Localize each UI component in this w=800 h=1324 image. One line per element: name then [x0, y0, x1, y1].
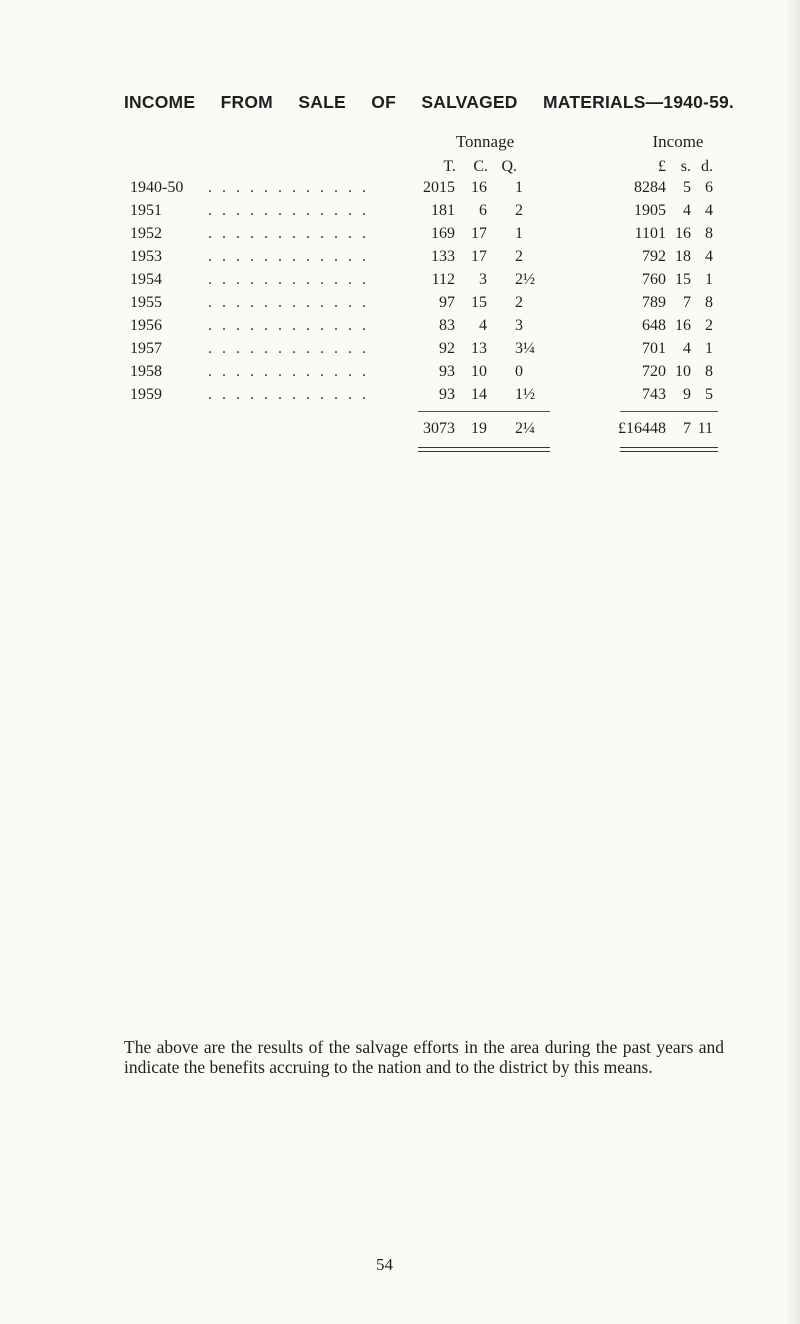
pounds-cell: 1101	[634, 225, 666, 242]
tons-cell: 112	[431, 271, 455, 288]
qtr-cell: 2	[515, 248, 523, 265]
leader-dots: . . . . . . . . . . . .	[208, 202, 369, 219]
tons-cell: 133	[431, 248, 455, 265]
pence-cell: 4	[705, 248, 713, 265]
qtr-cell: 2	[515, 202, 523, 219]
cwt-cell: 6	[479, 202, 487, 219]
page-title: INCOME FROM SALE OF SALVAGED MATERIALS—1940-59.	[124, 92, 734, 112]
pence-cell: 6	[705, 179, 713, 196]
unit-shillings: s.	[680, 158, 691, 175]
year-cell: 1956	[130, 317, 162, 334]
pence-cell: 8	[705, 225, 713, 242]
pence-cell: 4	[705, 202, 713, 219]
leader-dots: . . . . . . . . . . . .	[208, 179, 369, 196]
cwt-cell: 13	[471, 340, 487, 357]
income-sum-rule	[620, 411, 718, 412]
leader-dots: . . . . . . . . . . . .	[208, 363, 369, 380]
total-qtr: 2¼	[515, 420, 535, 437]
table-row	[0, 363, 800, 385]
cwt-cell: 4	[479, 317, 487, 334]
table-row	[0, 340, 800, 362]
income-header: Income	[652, 132, 704, 151]
qtr-cell: 0	[515, 363, 523, 380]
total-tons: 3073	[423, 420, 455, 437]
table-row	[0, 202, 800, 224]
year-cell: 1940-50	[130, 179, 184, 196]
unit-pounds: £	[658, 158, 666, 175]
shillings-cell: 18	[675, 248, 691, 265]
pounds-cell: 760	[642, 271, 666, 288]
shillings-cell: 4	[683, 340, 691, 357]
pounds-cell: 720	[642, 363, 666, 380]
page-number: 54	[376, 1255, 393, 1274]
year-cell: 1952	[130, 225, 162, 242]
total-pence: 11	[697, 420, 713, 437]
qtr-cell: 2	[515, 294, 523, 311]
year-cell: 1958	[130, 363, 162, 380]
tons-cell: 169	[431, 225, 455, 242]
qtr-cell: 1	[515, 225, 523, 242]
leader-dots: . . . . . . . . . . . .	[208, 317, 369, 334]
cwt-cell: 17	[471, 225, 487, 242]
tons-cell: 93	[439, 363, 455, 380]
shillings-cell: 4	[683, 202, 691, 219]
year-cell: 1953	[130, 248, 162, 265]
pounds-cell: 701	[642, 340, 666, 357]
tons-cell: 181	[431, 202, 455, 219]
unit-cwt: C.	[473, 158, 488, 175]
shillings-cell: 15	[675, 271, 691, 288]
shillings-cell: 16	[675, 317, 691, 334]
year-cell: 1951	[130, 202, 162, 219]
cwt-cell: 16	[471, 179, 487, 196]
table-row	[0, 225, 800, 247]
table-row	[0, 179, 800, 201]
pounds-cell: 1905	[634, 202, 666, 219]
table-row	[0, 294, 800, 316]
leader-dots: . . . . . . . . . . . .	[208, 225, 369, 242]
year-cell: 1959	[130, 386, 162, 403]
table-row	[0, 317, 800, 339]
year-cell: 1955	[130, 294, 162, 311]
leader-dots: . . . . . . . . . . . .	[208, 386, 369, 403]
qtr-cell: 1½	[515, 386, 535, 403]
leader-dots: . . . . . . . . . . . .	[208, 271, 369, 288]
cwt-cell: 10	[471, 363, 487, 380]
tons-cell: 92	[439, 340, 455, 357]
pence-cell: 1	[705, 271, 713, 288]
table-row	[0, 248, 800, 270]
tonnage-total-double-rule	[418, 447, 550, 452]
tons-cell: 83	[439, 317, 455, 334]
pence-cell: 8	[705, 363, 713, 380]
unit-tons: T.	[443, 158, 456, 175]
year-cell: 1957	[130, 340, 162, 357]
pounds-cell: 743	[642, 386, 666, 403]
pence-cell: 1	[705, 340, 713, 357]
pounds-cell: 792	[642, 248, 666, 265]
tonnage-sum-rule	[418, 411, 550, 412]
shillings-cell: 7	[683, 294, 691, 311]
unit-qtr: Q.	[501, 158, 517, 175]
qtr-cell: 3	[515, 317, 523, 334]
cwt-cell: 15	[471, 294, 487, 311]
pounds-cell: 648	[642, 317, 666, 334]
qtr-cell: 1	[515, 179, 523, 196]
total-pounds: £16448	[618, 420, 666, 437]
table-row	[0, 271, 800, 293]
qtr-cell: 3¼	[515, 340, 535, 357]
tonnage-header: Tonnage	[455, 132, 515, 151]
shillings-cell: 5	[683, 179, 691, 196]
total-row	[0, 420, 800, 442]
leader-dots: . . . . . . . . . . . .	[208, 248, 369, 265]
pounds-cell: 8284	[634, 179, 666, 196]
cwt-cell: 3	[479, 271, 487, 288]
shillings-cell: 10	[675, 363, 691, 380]
summary-paragraph: The above are the results of the salvage efforts in the area during the past years and indicate the benefits accruing to the nation and to the district by this means.	[124, 1037, 724, 1077]
pence-cell: 2	[705, 317, 713, 334]
total-cwt: 19	[471, 420, 487, 437]
pounds-cell: 789	[642, 294, 666, 311]
leader-dots: . . . . . . . . . . . .	[208, 340, 369, 357]
year-cell: 1954	[130, 271, 162, 288]
table-row	[0, 386, 800, 408]
shillings-cell: 16	[675, 225, 691, 242]
cwt-cell: 17	[471, 248, 487, 265]
income-total-double-rule	[620, 447, 718, 452]
tons-cell: 93	[439, 386, 455, 403]
tons-cell: 2015	[423, 179, 455, 196]
pence-cell: 8	[705, 294, 713, 311]
leader-dots: . . . . . . . . . . . .	[208, 294, 369, 311]
cwt-cell: 14	[471, 386, 487, 403]
total-shillings: 7	[683, 420, 691, 437]
unit-pence: d.	[701, 158, 713, 175]
tons-cell: 97	[439, 294, 455, 311]
qtr-cell: 2½	[515, 271, 535, 288]
pence-cell: 5	[705, 386, 713, 403]
shillings-cell: 9	[683, 386, 691, 403]
